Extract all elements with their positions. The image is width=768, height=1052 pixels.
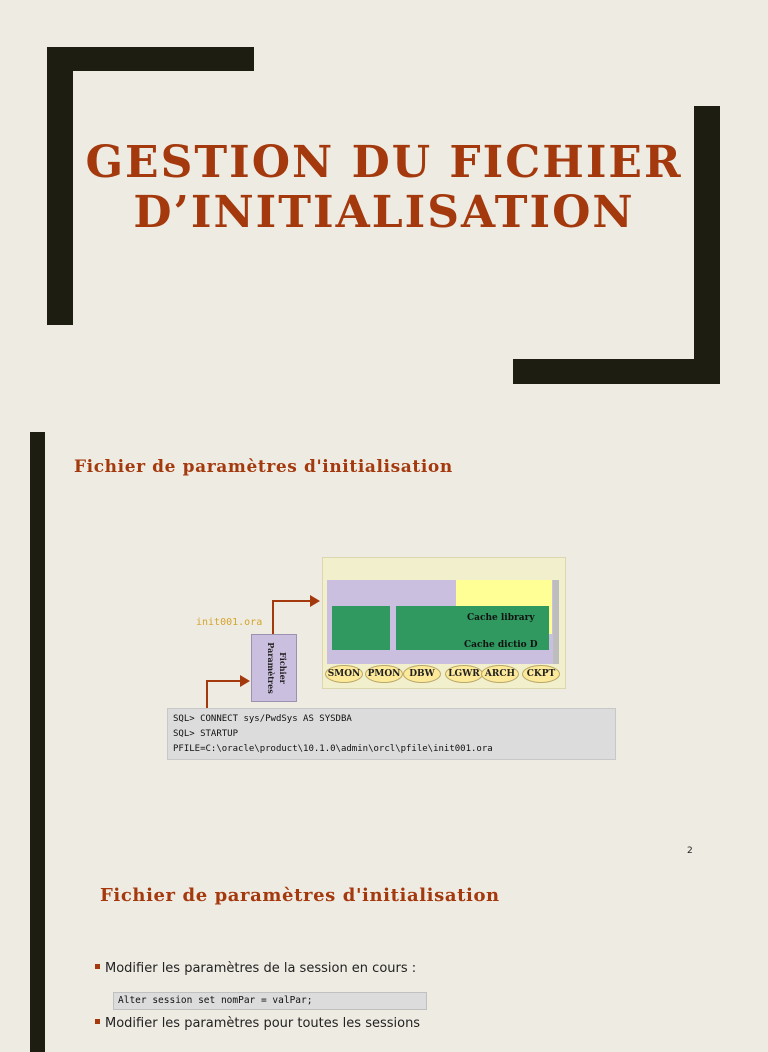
frame-bracket-bottom-right-vertical xyxy=(694,106,720,384)
buffer-cache-block xyxy=(332,606,390,650)
slide-title xyxy=(80,138,688,238)
fichier-parametres-box xyxy=(251,634,297,702)
arrow-head-right-icon xyxy=(310,595,320,607)
fichier-label-line-2: Paramètres xyxy=(266,642,276,694)
content-slide xyxy=(0,870,768,1031)
process-pmon: PMON xyxy=(365,665,403,683)
process-smon: SMON xyxy=(325,665,363,683)
fichier-parametres-label xyxy=(252,635,296,701)
process-dbw: DBW xyxy=(403,665,441,683)
title-line-1: GESTION DU FICHIER xyxy=(85,137,683,188)
arrow-fichier-vertical xyxy=(272,600,274,634)
sga-side-strip xyxy=(553,580,559,664)
page-number: 2 xyxy=(687,846,693,856)
arrow-fichier-horizontal xyxy=(272,600,312,602)
process-ckpt: CKPT xyxy=(522,665,560,683)
arrow-sql-vertical xyxy=(206,680,208,708)
init-file-label: init001.ora xyxy=(196,617,263,628)
slide-left-bar xyxy=(30,870,45,1024)
arrow-head-right-icon xyxy=(240,675,250,687)
sql-command-box xyxy=(167,708,616,760)
cache-dictio-label: Cache dictio D xyxy=(464,640,538,650)
arrow-sql-horizontal xyxy=(206,680,242,682)
fichier-label-line-1: Fichier xyxy=(278,652,288,684)
sql-line-2: SQL> STARTUP xyxy=(173,729,239,739)
frame-bracket-top-left-vertical xyxy=(47,47,73,325)
sql-line-1: SQL> CONNECT sys/PwdSys AS SYSDBA xyxy=(173,714,352,724)
cache-library-label: Cache library xyxy=(467,613,535,623)
bullet-item xyxy=(95,961,416,976)
bullet-text: Modifier les paramètres pour toutes les sessions xyxy=(105,1016,421,1031)
bullet-marker-icon xyxy=(95,964,100,969)
process-lgwr: LGWR xyxy=(445,665,483,683)
title-line-2: D’INITIALISATION xyxy=(133,187,635,238)
bullet-marker-icon xyxy=(95,1019,100,1024)
code-box: Alter session set nomPar = valPar; xyxy=(113,992,427,1010)
frame-bracket-top-left xyxy=(47,47,254,71)
slide-heading: Fichier de paramètres d'initialisation xyxy=(100,885,500,906)
diagram-slide xyxy=(0,410,768,870)
frame-bracket-bottom-right xyxy=(513,359,720,384)
title-slide xyxy=(0,0,768,410)
bullet-text: Modifier les paramètres de la session en cours : xyxy=(105,961,417,976)
process-arch: ARCH xyxy=(481,665,519,683)
slide-heading: Fichier de paramètres d'initialisation xyxy=(74,457,453,477)
sql-line-3: PFILE=C:\oracle\product\10.1.0\admin\orcl\pfile\init001.ora xyxy=(173,744,493,754)
